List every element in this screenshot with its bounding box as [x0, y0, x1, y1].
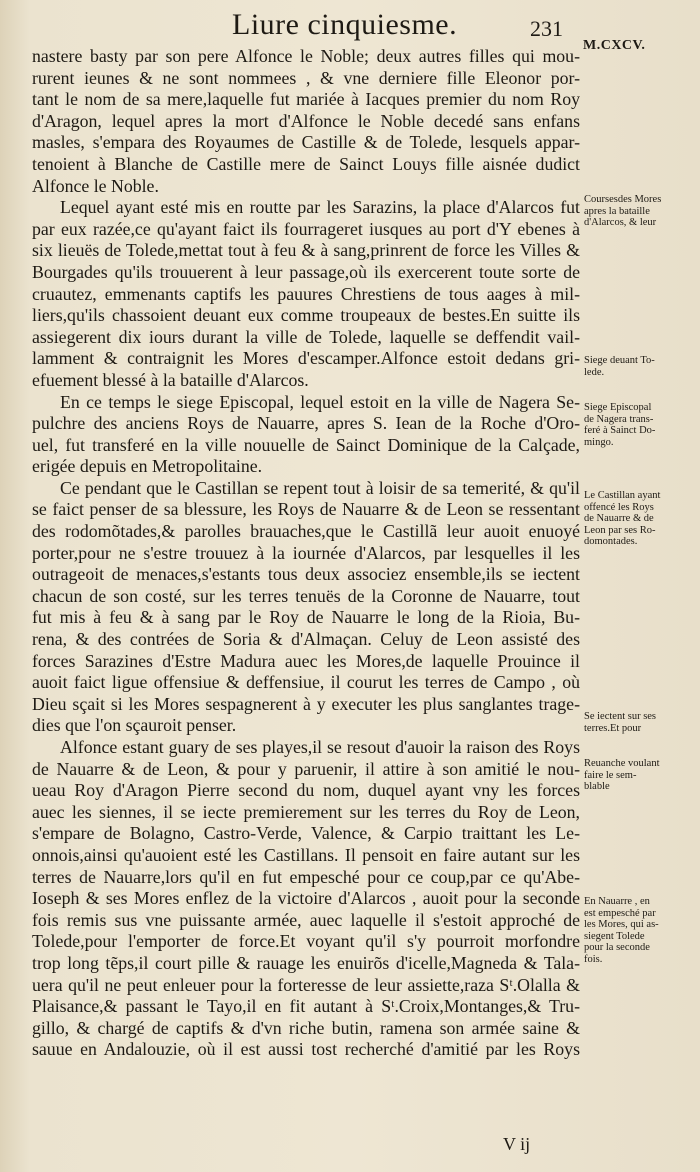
text-line: outrageoit de menaces,s'estants tous deux associez ensemble,ils se iectent: [32, 564, 580, 585]
margin-note-en-nauarre: [584, 896, 698, 965]
margin-note-reuanche: [584, 758, 698, 793]
text-line: dies que l'on sçauroit penser.: [32, 715, 237, 736]
text-line: six lieuës de Tolede,mettat tout à feu & à sang,prinrent de force les Villes &: [32, 240, 580, 261]
margin-note-se-iectent: [584, 711, 698, 734]
margin-note-line: Leon par ses Ro-: [584, 524, 656, 536]
margin-note-line: Siege Episcopal: [584, 402, 652, 413]
margin-note-line: de Nauarre & de: [584, 513, 654, 524]
margin-note-line: Siege deuant To-: [584, 355, 655, 366]
margin-note-line: En Nauarre , en: [584, 896, 650, 907]
margin-note-line: Coursesdes Mores: [584, 194, 662, 205]
margin-note-line: pour la seconde: [584, 942, 650, 953]
margin-note-line: Reuanche voulant: [584, 758, 660, 769]
margin-note-line: feré à Sainct Do-: [584, 425, 656, 436]
text-line: se faict penser de sa blessure, les Roys de Nauarre & de Leon se ressentant: [32, 499, 580, 520]
text-line: tant le nom de sa mere,laquelle fut mariée à Iacques premier du nom Roy: [32, 89, 580, 110]
text-line: lamment & contraignit les Mores d'escamper.Alfonce estoit dedans gri-: [32, 348, 580, 369]
text-line: uera qu'il ne peut enleuer pour la forteresse de leur assiette,raza Sᵗ.Olalla &: [32, 974, 580, 995]
signature-mark: V ij: [503, 1134, 531, 1154]
margin-note-line: lede.: [584, 366, 605, 378]
text-line: ueau Roy d'Aragon Pierre second du nom, duquel ayant vny les forces: [32, 780, 580, 801]
margin-note-siege-episcopal: [584, 402, 698, 448]
margin-note-line: est empesché par: [584, 907, 656, 919]
text-line: nastere basty par son pere Alfonce le Noble; deux autres filles qui mou-: [32, 46, 580, 66]
text-line: trop long tẽps,il court pille & rauage les enuirõs d'icelle,Magneda & Tala-: [32, 952, 580, 973]
margin-note-line: blable: [584, 781, 610, 792]
margin-note-line: Le Castillan ayant: [584, 490, 661, 501]
margin-note-courses: [584, 194, 698, 229]
text-line: rena, & des contrées de Soria & d'Almaçan. Celuy de Leon assisté des: [32, 629, 580, 650]
text-line: porter,pour ne s'estre trouuez à la iournée d'Alarcos, par lesquelles il les: [32, 542, 580, 563]
margin-note-line: domontades.: [584, 536, 638, 547]
margin-note-siege-tolede: [584, 355, 698, 378]
text-line: erigée depuis en Metropolitaine.: [32, 456, 263, 477]
text-line: rurent ieunes & ne sont nommees , & vne derniere fille Eleonor por-: [32, 67, 580, 88]
running-title: Liure cinquiesme.: [232, 8, 458, 41]
text-line: assiegerent dix iours durant la ville de Tolede, laquelle se deffendit vail-: [32, 326, 580, 347]
text-line: forces Sarazines d'Estre Madura auec les Mores,de laquelle Prouince il: [32, 650, 580, 671]
text-line: tenoient à Blanche de Castille mere de Sainct Louys fille aisnée dudict: [32, 153, 580, 174]
margin-note-line: de Nagera trans-: [584, 413, 654, 425]
text-line: cruautez, emmenants captifs les pauures Chrestiens de tous aages à mil-: [32, 283, 580, 304]
text-line: Alfonce estant guary de ses playes,il se resout d'auoir la raison des Roys: [60, 737, 580, 757]
text-line: Alfonce le Noble.: [32, 175, 159, 196]
margin-note-line: siegent Tolede: [584, 930, 645, 942]
margin-note-line: les Mores, qui as-: [584, 919, 659, 930]
text-line: par eux razée,ce qu'ayant faict ils fourrageret iusques au port d'Y ebenes à: [32, 218, 580, 239]
margin-note-line: apres la bataille: [584, 205, 650, 217]
text-line: de Nauarre & de Leon, & pour y paruenir, il attire à son amitié le nou-: [32, 758, 580, 779]
text-line: gillo, & chargé de captifs & d'vn riche butin, ramena son armée saine &: [32, 1017, 580, 1038]
text-line: fut mis à feu & à sang par le Roy de Nauarre le long de la Rioia, Bu-: [32, 607, 580, 628]
text-line: sauue en Andalouzie, où il est aussi tost recherché d'amitié par les Roys: [32, 1039, 580, 1060]
text-line: auec les siennes, il se iecte premierement sur les terres du Roy de Leon,: [32, 801, 580, 822]
text-line: auoit faict ligue offensiue & deffensiue, il courut les terres de Campo , où: [32, 672, 580, 693]
text-line: Plaisance,& passant le Tayo,il en fit autant à Sᵗ.Croix,Montanges,& Tru-: [32, 996, 580, 1017]
margin-note-line: faire le sem-: [584, 769, 637, 781]
page-number: 231: [530, 16, 563, 41]
margin-note-line: fois.: [584, 953, 603, 965]
page-header: [0, 8, 700, 53]
body-text: [32, 46, 580, 1061]
margin-note-line: mingo.: [584, 436, 614, 448]
text-line: terres de Nauarre,lors qu'il en fut empesché pour ce coup,par ce qu'Abe-: [32, 866, 580, 887]
text-line: Ioseph & ses Mores enflez de la victoire d'Alarcos , auoit pour la seconde: [32, 888, 580, 909]
text-line: s'empare de Bolagno, Castro-Verde, Valence, & Carpio traittant les Le-: [32, 823, 580, 844]
text-line: Ce pendant que le Castillan se repent tout à loisir de sa temerité, & qu'il: [60, 477, 580, 498]
text-line: Dieu sçait si les Mores sespagnerent à y executer les plus sanglantes trage-: [32, 693, 580, 714]
text-line: onnois,ainsi qu'auoient esté les Castillans. Il pensoit en faire autant sur les: [32, 844, 580, 865]
text-line: fois remis sus vne puissante armée, auec laquelle il s'estoit approché de: [32, 909, 580, 930]
margin-note-line: d'Alarcos, & leur: [584, 217, 657, 228]
text-line: En ce temps le siege Episcopal, lequel estoit en la ville de Nagera Se-: [60, 391, 580, 412]
year-marginal: M.CXCV.: [583, 38, 646, 53]
margin-note-line: terres.Et pour: [584, 722, 642, 734]
text-line: d'Aragon, lequel apres la mort d'Alfonce le Noble decedé sans enfans: [32, 110, 580, 131]
text-line: uel, fut transferé en la ville nouuelle de Sainct Dominique de la Calçade,: [32, 434, 580, 455]
text-line: des rodomõtades,& parolles brauaches,que le Castillã leur auoit enuoyé: [32, 521, 580, 542]
text-line: liers,qu'ils chassoient deuant eux comme troupeaux de bestes.En suitte ils: [32, 305, 580, 326]
text-line: efuement blessé à la bataille d'Alarcos.: [32, 369, 309, 390]
margin-note-castillan: [584, 490, 698, 548]
margin-note-line: Se iectent sur ses: [584, 711, 657, 722]
text-line: Tolede,pour l'emporter de force.Et voyant qu'il s'y pourroit morfondre: [32, 931, 580, 952]
text-line: masles, s'empara des Royaumes de Castille & de Tolede, lesquels appar-: [32, 132, 580, 153]
text-line: chacun de son costé, sur les terres tenuës de la Coronne de Nauarre, tout: [32, 585, 580, 606]
text-line: Bourgades qu'ils trouuerent à leur passage,où ils exercerent toute sorte de: [32, 261, 580, 282]
margin-note-line: offencé les Roys: [584, 501, 654, 513]
text-line: pulchre des anciens Roys de Nauarre, apres S. Iean de la Roche d'Oro-: [32, 413, 580, 434]
text-line: Lequel ayant esté mis en routte par les Sarazins, la place d'Alarcos fut: [60, 197, 580, 218]
